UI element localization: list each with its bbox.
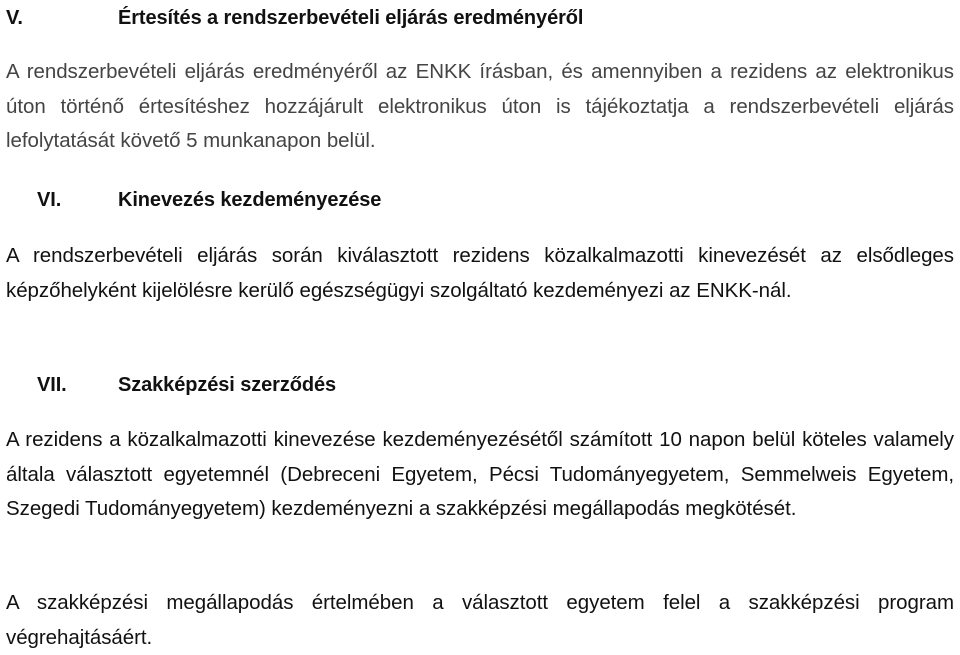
section-number: V.: [6, 7, 23, 29]
section-paragraph: A rendszerbevételi eljárás eredményéről az ENKK írásban, és amennyiben a rezidens az elektronikus úton történő értesítéshez hozzájárult elektronikus úton is tájékoztatja a rendszerbevételi eljárás lefolytatását követő 5 munkanapon belül.: [6, 60, 954, 152]
section-title: Szakképzési szerződés: [118, 374, 337, 396]
section-paragraph: A szakképzési megállapodás értelmében a választott egyetem felel a szakképzési program végrehajtásáért.: [6, 591, 954, 649]
section-number: VII.: [37, 374, 67, 396]
section-title: Kinevezés kezdeményezése: [118, 189, 382, 211]
section-title: Értesítés a rendszerbevételi eljárás eredményéről: [118, 7, 584, 29]
section-number: VI.: [37, 189, 62, 211]
section-paragraph: A rendszerbevételi eljárás során kiválasztott rezidens közalkalmazotti kinevezését az elsődleges képzőhelyként kijelölésre kerülő egészségügyi szolgáltató kezdeményezi az ENKK-nál.: [6, 244, 954, 302]
section-heading-vii: [37, 371, 336, 399]
section-heading-vi: [37, 186, 381, 214]
section-heading-v: [6, 4, 583, 32]
section-paragraph: A rezidens a közalkalmazotti kinevezése kezdeményezésétől számított 10 napon belül köteles valamely általa választott egyetemnél (Debreceni Egyetem, Pécsi Tudományegyetem, Semmelweis Egyetem, Szegedi Tudományegyetem) kezdeményezni a szakképzési megállapodás megkötését.: [6, 428, 954, 520]
